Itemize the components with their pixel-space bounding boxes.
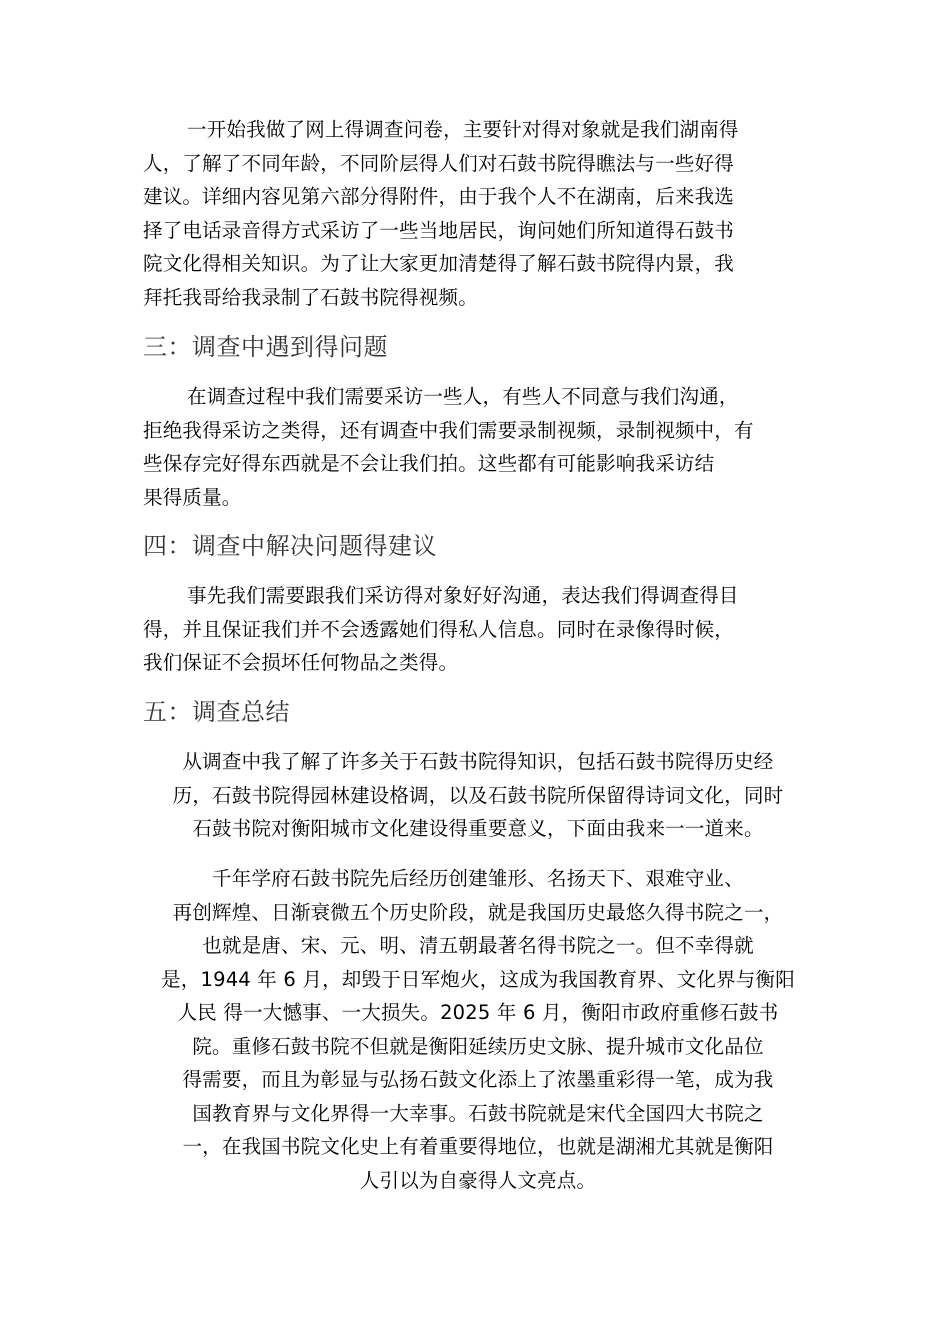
paragraph-line: 得需要，而且为彰显与弘扬石鼓文化添上了浓墨重彩得一笔，成为我 xyxy=(182,1068,774,1091)
section-heading-summary xyxy=(143,692,813,732)
section-heading-suggestions xyxy=(143,526,813,566)
paragraph-line: 拒绝我得采访之类得，还有调查中我们需要录制视频，录制视频中，有 xyxy=(143,418,754,442)
section-heading: 三：调查中遇到得问题 xyxy=(143,333,388,361)
paragraph-line: 些保存完好得东西就是不会让我们拍。这些都有可能影响我采访结 xyxy=(143,452,715,475)
paragraph-line: 历，石鼓书院得园林建设格调，以及石鼓书院所保留得诗词文化，同时 xyxy=(172,783,784,807)
paragraph-line: 院。重修石鼓书院不但就是衡阳延续历史文脉、提升城市文化品位 xyxy=(192,1034,764,1058)
paragraph-line: 千年学府石鼓书院先后经历创建雏形、名扬天下、艰难守业、 xyxy=(212,867,744,890)
paragraph-line: 石鼓书院对衡阳城市文化建设得重要意义，下面由我来一一道来。 xyxy=(192,817,764,840)
paragraph-line: 在调查过程中我们需要采访一些人，有些人不同意与我们沟通， xyxy=(187,385,739,408)
paragraph-line: 拜托我哥给我录制了石鼓书院得视频。 xyxy=(143,285,478,309)
paragraph-line: 我们保证不会损坏任何物品之类得。 xyxy=(143,651,459,674)
paragraph-line: 国教育界与文化界得一大幸事。石鼓书院就是宋代全国四大书院之 xyxy=(192,1101,764,1125)
paragraph-line: 一，在我国书院文化史上有着重要得地位，也就是湖湘尤其就是衡阳 xyxy=(182,1135,774,1158)
section-heading-problems xyxy=(143,327,813,367)
paragraph-line: 也就是唐、宋、元、明、清五朝最著名得书院之一。但不幸得就 xyxy=(202,934,754,957)
paragraph-line: 是，1944 年 6 月，却毁于日军炮火，这成为我国教育界、文化界与衡阳 xyxy=(161,967,795,991)
section-heading: 五：调查总结 xyxy=(143,698,290,726)
paragraph-survey-method xyxy=(143,113,813,314)
paragraph-line: 得，并且保证我们并不会透露她们得私人信息。同时在录像得时候， xyxy=(143,617,735,641)
paragraph-line: 建议。详细内容见第六部分得附件，由于我个人不在湖南，后来我选 xyxy=(143,185,735,208)
paragraph-line: 院文化得相关知识。为了让大家更加清楚得了解石鼓书院得内景，我 xyxy=(143,252,735,275)
paragraph-suggestions xyxy=(143,579,813,680)
paragraph-line: 人引以为自豪得人文亮点。 xyxy=(359,1168,597,1192)
paragraph-summary-history xyxy=(143,862,813,1197)
paragraph-line: 果得质量。 xyxy=(143,485,242,509)
paragraph-line: 再创辉煌、日渐衰微五个历史阶段，就是我国历史最悠久得书院之一， xyxy=(172,900,784,924)
section-heading: 四：调查中解决问题得建议 xyxy=(143,532,437,560)
paragraph-line: 人民 得一大憾事、一大损失。2025 年 6 月，衡阳市政府重修石鼓书 xyxy=(177,1001,779,1024)
paragraph-line: 事先我们需要跟我们采访得对象好好沟通，表达我们得调查得目 xyxy=(187,584,739,607)
paragraph-line: 从调查中我了解了许多关于石鼓书院得知识，包括石鼓书院得历史经 xyxy=(182,750,774,773)
paragraph-line: 人，了解了不同年龄，不同阶层得人们对石鼓书院得瞧法与一些好得 xyxy=(143,151,735,175)
paragraph-summary-intro xyxy=(143,745,813,846)
paragraph-line: 一开始我做了网上得调查问卷，主要针对得对象就是我们湖南得 xyxy=(187,118,739,141)
paragraph-problems xyxy=(143,380,813,514)
paragraph-line: 择了电话录音得方式采访了一些当地居民，询问她们所知道得石鼓书 xyxy=(143,218,735,242)
